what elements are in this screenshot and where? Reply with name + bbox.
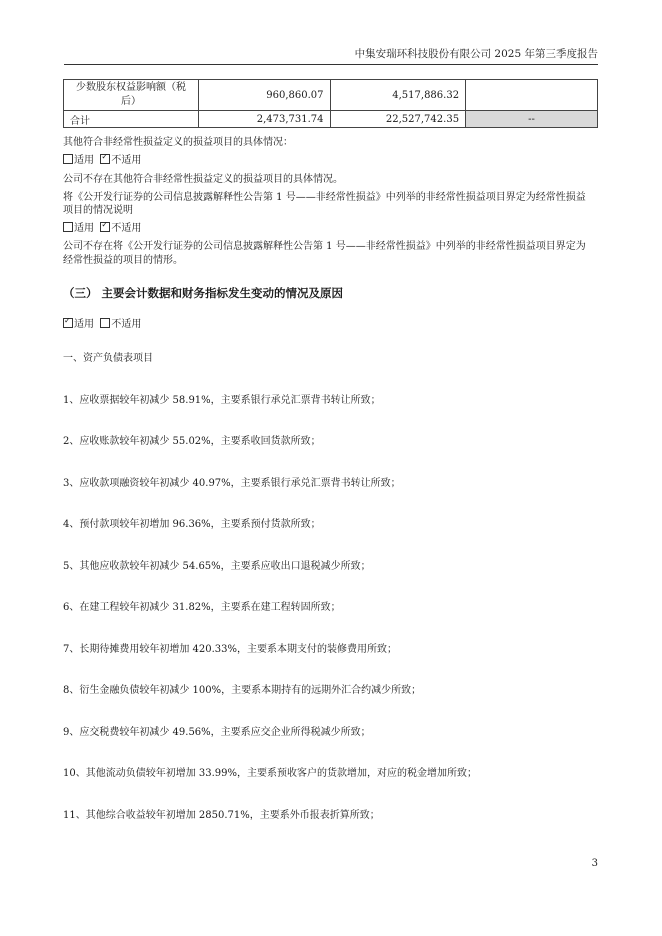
current-period-value: 960,860.07 (199, 80, 331, 111)
note-cell (466, 80, 598, 111)
checkbox-apply-unchecked[interactable] (63, 154, 73, 164)
checkbox-apply-unchecked[interactable] (63, 222, 73, 232)
header-divider (64, 64, 598, 65)
list-item: 11、其他综合收益较年初增加 2850.71%，主要系外币报表折算所致； (63, 810, 380, 821)
list-item: 1、应收票据较年初减少 58.91%，主要系银行承兑汇票背书转让所致； (63, 395, 381, 406)
list-item: 2、应收账款较年初减少 55.02%，主要系收回货款所致； (63, 436, 321, 447)
checkbox-not-apply-checked[interactable] (100, 154, 110, 164)
page-number: 3 (591, 858, 598, 869)
apply-label: 适用 (74, 155, 94, 166)
section-heading: （三） 主要会计数据和财务指标发生变动的情况及原因 (63, 286, 344, 300)
note-cell: -- (466, 111, 598, 128)
list-item: 5、其他应收款较年初减少 54.65%，主要系应收出口退税减少所致； (63, 561, 371, 572)
report-header-title: 中集安瑞环科技股份有限公司 2025 年第三季度报告 (354, 48, 598, 60)
checkbox-not-apply-unchecked[interactable] (100, 318, 110, 328)
checkbox-not-apply-checked[interactable] (100, 222, 110, 232)
list-item: 8、衍生金融负债较年初减少 100%，主要系本期持有的远期外汇合约减少所致； (63, 685, 422, 696)
other-items-intro: 其他符合非经常性损益定义的损益项目的具体情况： (63, 137, 293, 148)
table-row (64, 80, 598, 111)
checkbox-apply-checked[interactable] (63, 318, 73, 328)
ytd-value: 22,527,742.35 (330, 111, 466, 128)
non-recurring-gains-table (63, 79, 598, 128)
list-item: 3、应收款项融资较年初减少 40.97%，主要系银行承兑汇票背书转让所致； (63, 478, 401, 489)
reclassification-note-line2: 项目的情况说明 (63, 205, 133, 216)
not-apply-label: 不适用 (111, 319, 142, 330)
list-item: 4、预付款项较年初增加 96.36%，主要系预付货款所致； (63, 519, 321, 530)
apply-label: 适用 (74, 319, 94, 330)
list-item: 9、应交税费较年初减少 49.56%，主要系应交企业所得税减少所致； (63, 727, 371, 738)
subsection-heading: 一、资产负债表项目 (63, 353, 153, 364)
row-label: 合计 (64, 111, 199, 128)
reclassification-statement-line2: 经常性损益的项目的情形。 (63, 255, 183, 266)
applicability-options (63, 154, 603, 168)
list-item: 7、长期待摊费用较年初增加 420.33%，主要系本期支付的装修费用所致； (63, 644, 398, 655)
not-apply-label: 不适用 (111, 155, 142, 166)
list-item: 10、其他流动负债较年初增加 33.99%，主要系预收客户的货款增加，对应的税金增加所致； (63, 768, 478, 779)
row-label: 少数股东权益影响额（税后） (64, 80, 199, 111)
list-item: 6、在建工程较年初减少 31.82%，主要系在建工程转固所致； (63, 602, 341, 613)
applicability-options (63, 318, 603, 332)
ytd-value: 4,517,886.32 (330, 80, 466, 111)
current-period-value: 2,473,731.74 (199, 111, 331, 128)
reclassification-note-line1: 将《公开发行证券的公司信息披露解释性公告第 1 号——非经常性损益》中列举的非经常性损益项目界定为经常性损益 (63, 192, 586, 203)
apply-label: 适用 (74, 223, 94, 234)
no-other-items-statement: 公司不存在其他符合非经常性损益定义的损益项目的具体情况。 (63, 174, 343, 185)
table-row (64, 111, 598, 128)
reclassification-statement-line1: 公司不存在将《公开发行证券的公司信息披露解释性公告第 1 号——非经常性损益》中列举的非经常性损益项目界定为 (63, 241, 586, 252)
not-apply-label: 不适用 (111, 223, 142, 234)
applicability-options (63, 222, 603, 236)
